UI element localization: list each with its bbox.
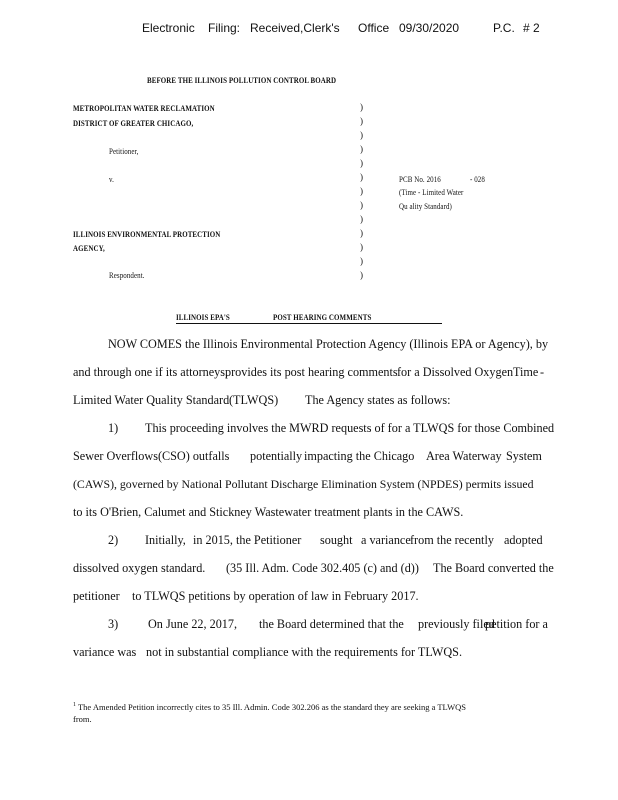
paragraph-2-line-1f: adopted — [504, 533, 543, 547]
intro-line-2d: Time — [513, 365, 539, 379]
caption-paren: ) — [360, 214, 363, 224]
paragraph-1-line-2a: Sewer Overflows(CSO) outfalls — [73, 449, 230, 463]
caption-paren: ) — [360, 256, 363, 266]
paragraph-2-line-2b: (35 Ill. Adm. Code 302.405 (c) and (d)) — [226, 561, 419, 575]
pcb-number-label: PCB No. 2016 — [399, 174, 441, 184]
paragraph-1-line-3: (CAWS), governed by National Pollutant Discharge Elimination System (NPDES) permits issued — [73, 477, 534, 491]
intro-line-3a: Limited Water Quality Standard — [73, 393, 230, 407]
footnote-mark: 1 — [73, 702, 76, 709]
paragraph-1-line-1: This proceeding involves the MWRD requests of for a TLWQS for those Combined — [145, 421, 555, 435]
petitioner-role: Petitioner, — [109, 146, 139, 156]
case-type-line2: Qu ality Standard) — [399, 201, 452, 211]
caption-paren: ) — [360, 158, 363, 168]
intro-line-3c: The Agency states as follows: — [305, 393, 451, 407]
paragraph-1-number: 1) — [108, 421, 119, 435]
paragraph-2-line-1a: Initially, — [145, 533, 186, 547]
paragraph-3-line-1c: previously filed — [418, 617, 495, 631]
pcb-number-suffix: - 028 — [470, 174, 485, 184]
versus-label: v. — [109, 174, 114, 184]
paragraph-2-line-1c: sought — [320, 533, 353, 547]
caption-paren: ) — [360, 144, 363, 154]
respondent-role: Respondent. — [109, 270, 145, 280]
paragraph-1-line-2e: System — [506, 449, 542, 463]
petitioner-name-line1: METROPOLITAN WATER RECLAMATION — [73, 103, 215, 113]
intro-line-2e: - — [540, 365, 545, 379]
filing-header-date: 09/30/2020 — [399, 21, 460, 35]
paragraph-2-line-1e: from the recently — [410, 533, 494, 547]
paragraph-3-line-1a: On June 22, 2017, — [148, 617, 238, 631]
caption-paren: ) — [360, 200, 363, 210]
intro-line-2b: provides its post hearing comments — [225, 365, 398, 379]
paragraph-3-line-1b: the Board determined that the — [259, 617, 404, 631]
paragraph-2-line-3a: petitioner — [73, 589, 120, 603]
filing-header-pc-number: # 2 — [523, 21, 540, 35]
document-title-underline — [176, 323, 442, 324]
filing-header-filing: Filing: — [208, 21, 241, 35]
caption-paren: ) — [360, 172, 363, 182]
case-type-line1: (Time - Limited Water — [399, 187, 464, 197]
paragraph-2-number: 2) — [108, 533, 119, 547]
filing-header-office: Office — [358, 21, 390, 35]
caption-paren: ) — [360, 116, 363, 126]
intro-line-1: NOW COMES the Illinois Environmental Protection Agency (Illinois EPA or Agency), by — [108, 337, 549, 351]
paragraph-3-number: 3) — [108, 617, 119, 631]
petitioner-name-line2: DISTRICT OF GREATER CHICAGO, — [73, 118, 194, 128]
filing-header-pc-label: P.C. — [493, 21, 515, 35]
paragraph-3-line-1d: petition for a — [485, 617, 548, 631]
intro-line-2a: and through one if its attorneys, — [73, 365, 229, 379]
respondent-name-line1: ILLINOIS ENVIRONMENTAL PROTECTION — [73, 229, 221, 239]
caption-paren: ) — [360, 228, 363, 238]
board-title: BEFORE THE ILLINOIS POLLUTION CONTROL BOARD — [147, 75, 337, 85]
filing-header-electronic: Electronic — [142, 21, 195, 35]
paragraph-2-line-3b: to TLWQS petitions by operation of law in February 2017. — [132, 589, 419, 603]
paragraph-2-line-1d: a variance — [361, 533, 411, 547]
paragraph-3-line-2a: variance was — [73, 645, 137, 659]
document-title-part1: ILLINOIS EPA'S — [176, 312, 230, 322]
caption-paren: ) — [360, 242, 363, 252]
intro-line-3b: (TLWQS) — [229, 393, 279, 407]
caption-paren: ) — [360, 270, 363, 280]
footnote-line-2: from. — [73, 714, 92, 724]
footnote-text-1: The Amended Petition incorrectly cites to 35 Ill. Admin. Code 302.206 as the standard they are seeking a TLWQS — [77, 702, 466, 712]
caption-paren: ) — [360, 186, 363, 196]
paragraph-1-line-2c: impacting the Chicago — [304, 449, 415, 463]
paragraph-2-line-2a: dissolved oxygen standard. — [73, 561, 206, 575]
respondent-name-line2: AGENCY, — [73, 243, 105, 253]
document-title-part2: POST HEARING COMMENTS — [273, 312, 372, 322]
footnote-line-1 — [73, 702, 466, 712]
paragraph-2-line-2c: The Board converted the — [433, 561, 554, 575]
caption-paren: ) — [360, 130, 363, 140]
paragraph-1-line-2d: Area Waterway — [426, 449, 502, 463]
paragraph-3-line-2b: not in substantial compliance with the requirements for TLWQS. — [146, 645, 463, 659]
paragraph-1-line-4: to its O'Brien, Calumet and Stickney Wastewater treatment plants in the CAWS. — [73, 505, 464, 519]
intro-line-2c: for a Dissolved Oxygen — [397, 365, 514, 379]
caption-paren: ) — [360, 102, 363, 112]
paragraph-2-line-1b: in 2015, the Petitioner — [193, 533, 302, 547]
paragraph-1-line-2b: potentially — [250, 449, 303, 463]
filing-header-received: Received,Clerk's — [250, 21, 340, 35]
